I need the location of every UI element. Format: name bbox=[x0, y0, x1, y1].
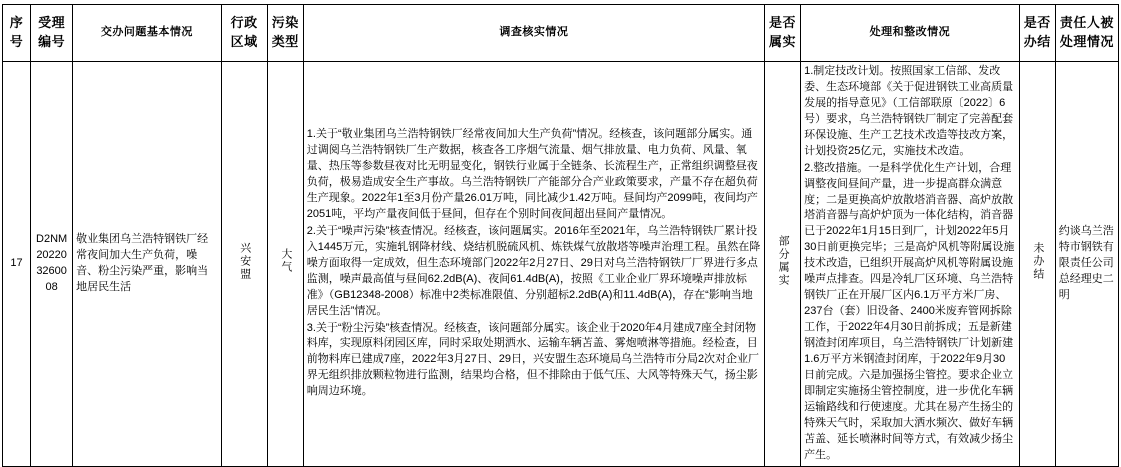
is-true-text: 部分属实 bbox=[777, 235, 790, 288]
cell-investigation bbox=[303, 62, 764, 467]
column-header-is-true: 是否属实 bbox=[765, 5, 801, 62]
column-header-accountability: 责任人被处理情况 bbox=[1055, 5, 1118, 62]
column-header-region: 行政区域 bbox=[221, 5, 267, 62]
handling-paragraph-1: 1.制定技改计划。按照国家工信部、发改委、生态环境部《关于促进钢铁工业高质量发展的指导意见》（工信部联原〔2022〕6号）要求，乌兰浩特钢铁厂制定了完善配套环保设施、生产工艺技术改造等技改方案，计划投资25亿元，实施技术改造。 bbox=[804, 65, 1014, 157]
column-header-seq: 序号 bbox=[3, 5, 31, 62]
cell-handling bbox=[801, 62, 1020, 467]
column-header-pollution-type: 污染类型 bbox=[267, 5, 303, 62]
region-text: 兴安盟 bbox=[238, 241, 251, 281]
investigation-paragraph-2: 2.关于“噪声污染”核查情况。经核查，该问题属实。2016年至2021年，乌兰浩特钢铁厂累计投入1445万元，实施轧钢降材线、烧结机脱硫风机、炼铁煤气放散塔等噪声治理工程。虽然在降噪方面取得一定成效，但生态环境部门2022年2月27日、29日对乌兰浩特钢铁厂厂界进行多点监测，噪声最高值与昼间62.2dB(A)、夜间61.4dB(A)，按照《工业企业厂界环境噪声排放标准》（GB12348-2008）标准中2类标准限值、分别超标2.2dB(A)和11.4dB(A)，存在“影响当地居民生活”情况。 bbox=[306, 224, 761, 317]
cell-seq: 17 bbox=[3, 62, 31, 467]
column-header-handling: 处理和整改情况 bbox=[801, 5, 1020, 62]
column-header-investigation: 调查核实情况 bbox=[303, 5, 764, 62]
is-closed-text: 未办结 bbox=[1031, 241, 1044, 281]
cell-is-true bbox=[765, 62, 801, 467]
table-header bbox=[3, 5, 1119, 62]
column-header-issue-summary: 交办问题基本情况 bbox=[73, 5, 221, 62]
cell-region bbox=[221, 62, 267, 467]
table-header-row bbox=[3, 5, 1119, 62]
inspection-report-table bbox=[2, 4, 1119, 467]
investigation-paragraph-3: 3.关于“粉尘污染”核查情况。经核查，该问题部分属实。该企业于2020年4月建成7座全封闭物料库，实现原料闭园区库，同时采取处期洒水、运输车辆苫盖、雾炮喷淋等措施。经检查，目前物料库已建成7座，2022年3月27日、29日，兴安盟生态环境局乌兰浩特市分局2次对企业厂界无组织排放颗粒物进行监测，结果均合格，但不排除由于低气压、大风等特殊天气，扬尘影响周边环境。 bbox=[306, 321, 760, 398]
cell-pollution-type bbox=[267, 62, 303, 467]
column-header-accept-code: 受理编号 bbox=[31, 5, 73, 62]
cell-issue-summary: 敬业集团乌兰浩特钢铁厂经常夜间加大生产负荷，噪音、粉尘污染严重，影响当地居民生活 bbox=[73, 62, 221, 467]
pollution-type-text: 大气 bbox=[279, 248, 292, 275]
investigation-paragraph-1: 1.关于“敬业集团乌兰浩特钢铁厂经常夜间加大生产负荷”情况。经核查，该问题部分属实。通过调阅乌兰浩特钢铁厂生产数据，核查各工序烟气流量、烟气排放量、电力负荷、风量、氧量、热压等参数昼夜对比无明显变化，钢铁行业属于全链条、长流程生产，正常组织调整昼夜负荷，极易造成安全生产事故。乌兰浩特钢铁厂产能部分合产业政策要求，产量不存在超负荷生产现象。2022年1至3月份产量26.01万吨，同比减少1.42万吨。昼间均产2099吨，夜间均产2051吨，平均产量夜间低于昼间，但存在个别时间夜间超出昼间产量情况。 bbox=[306, 128, 758, 220]
table-body bbox=[3, 62, 1119, 467]
handling-paragraph-2: 2.整改措施。一是科学优化生产计划，合理调整夜间昼间产量，进一步提高群众满意度；二是更换高炉放散塔消音器、高炉放散塔消音器与高炉炉顶为一体化结构，消音器已于2022年1月15日到厂，计划2022年5月30日前更换完毕；三是高炉风机等附属设施技术改造，已组织开展高炉风机等附属设施噪声点排查。四是冷轧厂区环境、乌兰浩特钢铁厂正在开展厂区内6.1万平方米厂房、237台（套）旧设备、2400米废弃管网拆除工作，于2022年4月30日前拆成；五是新建钢渣封闭库项目，乌兰浩特钢铁厂计划新建1.6万平方米钢渣封闭库，于2022年9月30日前完成。六是加强扬尘管控。要求企业立即制定实施扬尘管控制度，进一步优化车辆运输路线和行使速度。尤其在易产生扬尘的特殊天气时，采取加大洒水频次、做好车辆苫盖、延长喷淋时间等方式，有效减少扬尘产生。 bbox=[804, 161, 1015, 461]
cell-is-closed bbox=[1019, 62, 1055, 467]
table-row bbox=[3, 62, 1119, 467]
column-header-is-closed: 是否办结 bbox=[1019, 5, 1055, 62]
cell-accountability: 约谈乌兰浩特市钢铁有限责任公司总经理史二明 bbox=[1055, 62, 1118, 467]
cell-accept-code: D2NM2022032600 08 bbox=[31, 62, 73, 467]
